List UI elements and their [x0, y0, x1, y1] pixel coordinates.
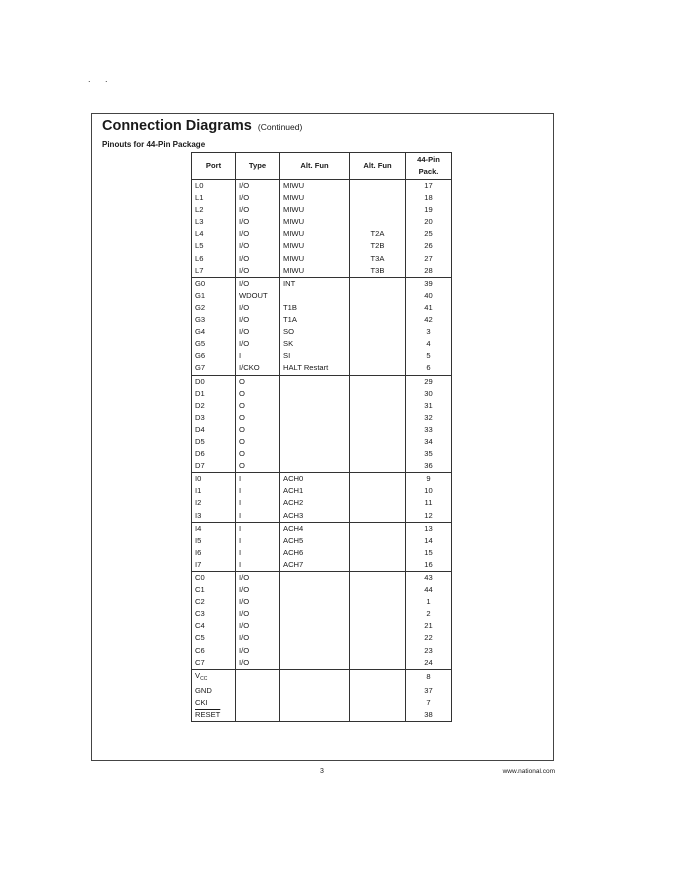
cell-alt-fun-2: [350, 436, 406, 448]
header-pack-line2: Pack.: [418, 167, 439, 176]
header-alt-fun-2: Alt. Fun: [350, 153, 406, 180]
cell-alt-fun-2: [350, 620, 406, 632]
cell-alt-fun-2: T2B: [350, 240, 406, 252]
cell-type: I/O: [236, 326, 280, 338]
cell-alt-fun-1: MIWU: [280, 180, 350, 193]
cell-pack-pin: 33: [406, 424, 452, 436]
cell-alt-fun-1: [280, 645, 350, 657]
cell-type: O: [236, 436, 280, 448]
cell-alt-fun-1: [280, 424, 350, 436]
table-row: [192, 388, 452, 400]
cell-alt-fun-1: SI: [280, 350, 350, 362]
cell-pack-pin: 13: [406, 522, 452, 535]
cell-alt-fun-1: [280, 596, 350, 608]
table-row: [192, 497, 452, 509]
cell-alt-fun-1: [280, 584, 350, 596]
cell-type: I/CKO: [236, 362, 280, 375]
cell-alt-fun-1: [280, 290, 350, 302]
cell-type: [236, 697, 280, 709]
cell-alt-fun-1: [280, 460, 350, 473]
cell-alt-fun-1: ACH0: [280, 473, 350, 486]
cell-alt-fun-1: SO: [280, 326, 350, 338]
cell-port: C0: [192, 572, 236, 585]
table-row: [192, 510, 452, 523]
cell-port: L2: [192, 204, 236, 216]
cell-alt-fun-1: INT: [280, 277, 350, 290]
cell-port: C7: [192, 657, 236, 670]
cell-type: I/O: [236, 632, 280, 644]
title-continued: (Continued): [257, 122, 303, 132]
table-row: [192, 338, 452, 350]
table-row: [192, 362, 452, 375]
cell-type: O: [236, 388, 280, 400]
cell-alt-fun-2: [350, 388, 406, 400]
page-title: [102, 118, 302, 134]
table-row: [192, 572, 452, 585]
cell-alt-fun-1: ACH6: [280, 547, 350, 559]
cell-type: I/O: [236, 572, 280, 585]
cell-alt-fun-2: [350, 608, 406, 620]
cell-type: I/O: [236, 253, 280, 265]
cell-alt-fun-1: ACH2: [280, 497, 350, 509]
cell-port: L6: [192, 253, 236, 265]
cell-alt-fun-2: [350, 473, 406, 486]
cell-type: I/O: [236, 620, 280, 632]
cell-type: I/O: [236, 302, 280, 314]
cell-pack-pin: 39: [406, 277, 452, 290]
table-row: [192, 228, 452, 240]
header-pack-line1: 44-Pin: [417, 155, 440, 164]
cell-alt-fun-2: [350, 424, 406, 436]
cell-alt-fun-1: T1B: [280, 302, 350, 314]
cell-alt-fun-1: HALT Restart: [280, 362, 350, 375]
cell-type: I/O: [236, 608, 280, 620]
cell-port: $V_{CC}$: [192, 669, 236, 685]
table-row: [192, 424, 452, 436]
cell-alt-fun-2: [350, 657, 406, 670]
cell-alt-fun-1: [280, 657, 350, 670]
cell-type: I/O: [236, 265, 280, 278]
cell-pack-pin: 43: [406, 572, 452, 585]
cell-pack-pin: 4: [406, 338, 452, 350]
cell-type: I: [236, 510, 280, 523]
cell-port: G1: [192, 290, 236, 302]
cell-type: I/O: [236, 314, 280, 326]
cell-type: I/O: [236, 596, 280, 608]
cell-type: I/O: [236, 657, 280, 670]
table-row: [192, 485, 452, 497]
cell-alt-fun-1: [280, 412, 350, 424]
corner-marks: . .: [88, 74, 114, 84]
cell-alt-fun-1: MIWU: [280, 228, 350, 240]
cell-type: I: [236, 473, 280, 486]
cell-type: I/O: [236, 338, 280, 350]
title-text: Connection Diagrams: [102, 118, 252, 134]
cell-port: I1: [192, 485, 236, 497]
cell-alt-fun-1: [280, 436, 350, 448]
cell-port: I4: [192, 522, 236, 535]
cell-type: I: [236, 559, 280, 572]
cell-alt-fun-1: [280, 572, 350, 585]
cell-port: G5: [192, 338, 236, 350]
cell-alt-fun-2: [350, 645, 406, 657]
cell-port: C2: [192, 596, 236, 608]
cell-alt-fun-1: ACH1: [280, 485, 350, 497]
table-row: [192, 253, 452, 265]
cell-pack-pin: 44: [406, 584, 452, 596]
cell-alt-fun-1: T1A: [280, 314, 350, 326]
cell-alt-fun-2: [350, 485, 406, 497]
cell-type: I/O: [236, 204, 280, 216]
cell-alt-fun-2: [350, 350, 406, 362]
cell-type: [236, 685, 280, 697]
cell-port: C3: [192, 608, 236, 620]
cell-port: D4: [192, 424, 236, 436]
cell-pack-pin: 35: [406, 448, 452, 460]
table-row: [192, 277, 452, 290]
cell-port: D6: [192, 448, 236, 460]
cell-alt-fun-2: [350, 338, 406, 350]
cell-type: I/O: [236, 277, 280, 290]
cell-pack-pin: 19: [406, 204, 452, 216]
cell-alt-fun-2: [350, 302, 406, 314]
header-port: Port: [192, 153, 236, 180]
cell-alt-fun-2: [350, 314, 406, 326]
cell-alt-fun-2: [350, 277, 406, 290]
cell-alt-fun-2: [350, 412, 406, 424]
cell-type: O: [236, 424, 280, 436]
footer-url: www.national.com: [502, 768, 555, 775]
cell-alt-fun-2: [350, 584, 406, 596]
cell-alt-fun-2: [350, 632, 406, 644]
cell-type: [236, 669, 280, 685]
cell-type: I/O: [236, 645, 280, 657]
cell-alt-fun-2: [350, 497, 406, 509]
cell-pack-pin: 16: [406, 559, 452, 572]
cell-type: I/O: [236, 240, 280, 252]
cell-port: C4: [192, 620, 236, 632]
cell-alt-fun-2: T3A: [350, 253, 406, 265]
table-row: [192, 350, 452, 362]
cell-port: D3: [192, 412, 236, 424]
cell-alt-fun-2: [350, 572, 406, 585]
cell-pack-pin: 32: [406, 412, 452, 424]
table-row: [192, 632, 452, 644]
cell-pack-pin: 7: [406, 697, 452, 709]
table-row: [192, 448, 452, 460]
cell-alt-fun-1: MIWU: [280, 216, 350, 228]
page-number: 3: [320, 768, 324, 775]
cell-type: [236, 709, 280, 722]
cell-pack-pin: 38: [406, 709, 452, 722]
cell-alt-fun-1: [280, 709, 350, 722]
table-header-row: [192, 153, 452, 180]
cell-alt-fun-2: [350, 180, 406, 193]
cell-pack-pin: 18: [406, 192, 452, 204]
cell-pack-pin: 26: [406, 240, 452, 252]
cell-port: G3: [192, 314, 236, 326]
table-row: [192, 375, 452, 388]
table-row: [192, 596, 452, 608]
table-row: [192, 400, 452, 412]
cell-alt-fun-1: [280, 608, 350, 620]
cell-alt-fun-2: [350, 547, 406, 559]
cell-type: I: [236, 497, 280, 509]
cell-alt-fun-1: [280, 669, 350, 685]
cell-type: I: [236, 547, 280, 559]
table-row: [192, 180, 452, 193]
cell-pack-pin: 22: [406, 632, 452, 644]
cell-pack-pin: 24: [406, 657, 452, 670]
table-row: [192, 460, 452, 473]
cell-port: D7: [192, 460, 236, 473]
table-row: [192, 685, 452, 697]
cell-pack-pin: 5: [406, 350, 452, 362]
cell-type: I/O: [236, 180, 280, 193]
cell-pack-pin: 21: [406, 620, 452, 632]
cell-port: L7: [192, 265, 236, 278]
cell-alt-fun-2: [350, 400, 406, 412]
table-row: [192, 669, 452, 685]
cell-pack-pin: 27: [406, 253, 452, 265]
table-row: [192, 412, 452, 424]
cell-alt-fun-1: MIWU: [280, 192, 350, 204]
section-subtitle: Pinouts for 44-Pin Package: [102, 140, 206, 149]
cell-port: G0: [192, 277, 236, 290]
table-row: [192, 204, 452, 216]
table-row: [192, 584, 452, 596]
cell-alt-fun-1: [280, 388, 350, 400]
cell-alt-fun-2: [350, 559, 406, 572]
cell-port: CKI: [192, 697, 236, 709]
cell-alt-fun-2: T3B: [350, 265, 406, 278]
cell-port: C1: [192, 584, 236, 596]
cell-pack-pin: 23: [406, 645, 452, 657]
cell-pack-pin: 31: [406, 400, 452, 412]
cell-alt-fun-2: [350, 596, 406, 608]
cell-pack-pin: 11: [406, 497, 452, 509]
cell-type: I/O: [236, 228, 280, 240]
table-row: [192, 547, 452, 559]
cell-pack-pin: 28: [406, 265, 452, 278]
table-row: [192, 240, 452, 252]
cell-alt-fun-2: [350, 535, 406, 547]
cell-type: O: [236, 375, 280, 388]
cell-alt-fun-2: [350, 685, 406, 697]
table-row: [192, 535, 452, 547]
table-row: [192, 657, 452, 670]
cell-pack-pin: 41: [406, 302, 452, 314]
cell-pack-pin: 17: [406, 180, 452, 193]
cell-alt-fun-2: [350, 204, 406, 216]
cell-port: I5: [192, 535, 236, 547]
cell-alt-fun-1: SK: [280, 338, 350, 350]
header-alt-fun-1: Alt. Fun: [280, 153, 350, 180]
cell-port: D2: [192, 400, 236, 412]
table-row: [192, 192, 452, 204]
table-row: [192, 697, 452, 709]
cell-alt-fun-1: ACH7: [280, 559, 350, 572]
cell-pack-pin: 2: [406, 608, 452, 620]
cell-pack-pin: 37: [406, 685, 452, 697]
cell-alt-fun-1: ACH3: [280, 510, 350, 523]
cell-port: C5: [192, 632, 236, 644]
cell-alt-fun-2: [350, 448, 406, 460]
cell-pack-pin: 10: [406, 485, 452, 497]
table-row: [192, 326, 452, 338]
cell-alt-fun-2: [350, 362, 406, 375]
cell-type: O: [236, 448, 280, 460]
pinout-table-body: [192, 180, 452, 722]
cell-port: G4: [192, 326, 236, 338]
cell-port: I6: [192, 547, 236, 559]
cell-pack-pin: 14: [406, 535, 452, 547]
table-row: [192, 473, 452, 486]
cell-alt-fun-1: ACH5: [280, 535, 350, 547]
table-row: [192, 290, 452, 302]
cell-alt-fun-2: [350, 697, 406, 709]
cell-port: L4: [192, 228, 236, 240]
cell-alt-fun-1: [280, 697, 350, 709]
cell-pack-pin: 30: [406, 388, 452, 400]
table-row: [192, 559, 452, 572]
table-row: [192, 608, 452, 620]
table-row: [192, 709, 452, 722]
cell-pack-pin: 1: [406, 596, 452, 608]
cell-type: WDOUT: [236, 290, 280, 302]
cell-alt-fun-2: [350, 192, 406, 204]
table-row: [192, 436, 452, 448]
cell-alt-fun-1: ACH4: [280, 522, 350, 535]
cell-pack-pin: 3: [406, 326, 452, 338]
cell-alt-fun-2: [350, 510, 406, 523]
cell-pack-pin: 12: [406, 510, 452, 523]
cell-port: I2: [192, 497, 236, 509]
cell-port: L5: [192, 240, 236, 252]
cell-pack-pin: 29: [406, 375, 452, 388]
cell-type: I: [236, 350, 280, 362]
pinout-table: [191, 152, 452, 722]
cell-port: G2: [192, 302, 236, 314]
cell-alt-fun-2: [350, 375, 406, 388]
cell-alt-fun-2: [350, 522, 406, 535]
cell-port: L1: [192, 192, 236, 204]
cell-pack-pin: 8: [406, 669, 452, 685]
cell-alt-fun-1: [280, 375, 350, 388]
cell-port: D1: [192, 388, 236, 400]
cell-port: D5: [192, 436, 236, 448]
cell-port: I0: [192, 473, 236, 486]
cell-alt-fun-1: [280, 448, 350, 460]
cell-port: GND: [192, 685, 236, 697]
cell-alt-fun-1: [280, 400, 350, 412]
cell-port: D0: [192, 375, 236, 388]
cell-port: G7: [192, 362, 236, 375]
cell-alt-fun-2: [350, 460, 406, 473]
cell-type: I/O: [236, 584, 280, 596]
cell-alt-fun-1: [280, 632, 350, 644]
cell-alt-fun-2: [350, 216, 406, 228]
cell-port: G6: [192, 350, 236, 362]
cell-pack-pin: 15: [406, 547, 452, 559]
cell-port: I7: [192, 559, 236, 572]
table-row: [192, 265, 452, 278]
header-type: Type: [236, 153, 280, 180]
cell-pack-pin: 40: [406, 290, 452, 302]
cell-pack-pin: 36: [406, 460, 452, 473]
cell-alt-fun-1: [280, 685, 350, 697]
cell-pack-pin: 42: [406, 314, 452, 326]
cell-alt-fun-1: MIWU: [280, 265, 350, 278]
cell-pack-pin: 6: [406, 362, 452, 375]
cell-pack-pin: 34: [406, 436, 452, 448]
cell-alt-fun-1: [280, 620, 350, 632]
cell-pack-pin: 20: [406, 216, 452, 228]
cell-port: C6: [192, 645, 236, 657]
cell-port: RESET: [192, 709, 236, 722]
cell-pack-pin: 25: [406, 228, 452, 240]
cell-alt-fun-1: MIWU: [280, 204, 350, 216]
cell-alt-fun-2: [350, 326, 406, 338]
table-row: [192, 216, 452, 228]
cell-type: I: [236, 535, 280, 547]
cell-port: L0: [192, 180, 236, 193]
cell-port: L3: [192, 216, 236, 228]
table-row: [192, 314, 452, 326]
cell-type: I/O: [236, 192, 280, 204]
header-44-pin-pack: [406, 153, 452, 180]
cell-alt-fun-1: MIWU: [280, 240, 350, 252]
table-row: [192, 645, 452, 657]
table-row: [192, 620, 452, 632]
cell-alt-fun-2: T2A: [350, 228, 406, 240]
cell-port: I3: [192, 510, 236, 523]
table-row: [192, 302, 452, 314]
cell-alt-fun-2: [350, 669, 406, 685]
cell-type: I: [236, 485, 280, 497]
cell-alt-fun-1: MIWU: [280, 253, 350, 265]
cell-type: O: [236, 460, 280, 473]
table-row: [192, 522, 452, 535]
cell-type: O: [236, 400, 280, 412]
cell-alt-fun-2: [350, 709, 406, 722]
cell-type: I/O: [236, 216, 280, 228]
cell-pack-pin: 9: [406, 473, 452, 486]
cell-alt-fun-2: [350, 290, 406, 302]
cell-type: I: [236, 522, 280, 535]
cell-type: O: [236, 412, 280, 424]
